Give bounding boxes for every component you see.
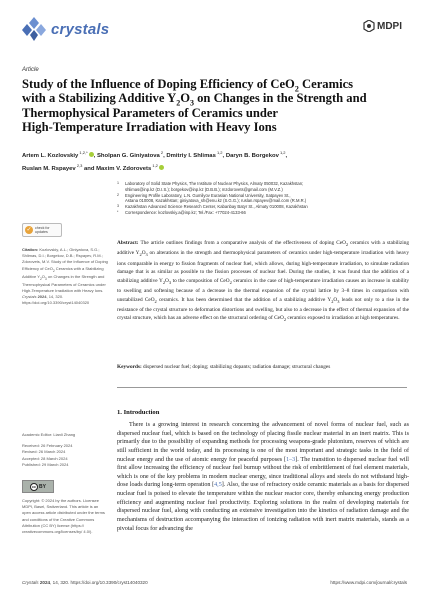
abstract-text: O xyxy=(333,296,338,303)
footer-doi-link[interactable]: , 14, 320. https://doi.org/10.3390/cryst14040320 xyxy=(50,580,148,585)
received-date: Received: 26 February 2024 xyxy=(22,443,73,449)
affiliation-text: Astana 010008, Kazakhstan; giniyatova_sh@enu.kz (S.G.G.); ruslan.rspayev@mail.com (R.M.R.) xyxy=(125,198,307,204)
abstract-text: ceramics. It has been determined that the addition of a stabilizing additive Y xyxy=(156,296,332,303)
footer-journal: Crystals xyxy=(22,580,39,585)
abstract-text: O xyxy=(165,277,169,284)
citation-subscript: 2 xyxy=(52,268,55,273)
cc-license-badge[interactable] xyxy=(22,480,54,493)
author-name[interactable]: Ruslan M. Rspayev xyxy=(22,165,76,172)
cc-label: BY xyxy=(39,483,46,490)
affiliation-number: 3 xyxy=(117,204,119,209)
abstract-text: on alterations in the strength and thermophysical parameters of ceramics under high-temperature irradiation with heavy ions comparable in energy to fission fragments of nuclear fuel, which allows, during high-temperature irradiation, to simulate radiation damage that is as similar as possible to the fission processes of nuclear fuel. During the studies, it was found that the addition of a stabilizing additive Y xyxy=(117,250,409,284)
body-text: ]. Also, the use of refractory oxide ceramic materials as a basis for dispersed nuclear fuel is poised to elevate the temperature within the nuclear reactor core, thereby enhancing energy production efficiency and augmenting nuclear fuel productivity. Exploring solutions in the realm of developing materials for dispersed nuclear fuel, along with conducting an extensive investigation into the kinetics of radiation damage and the mechanisms of destruction accompanying the interaction of ionizing radiation with inert matrix materials, stands as a pivotal focus for advancing the xyxy=(117,482,409,532)
author-name[interactable]: Dmitriy I. Shlimas xyxy=(166,152,216,159)
crystal-icon xyxy=(22,16,46,42)
check-label: updates xyxy=(35,230,48,234)
footer-year: 2024 xyxy=(39,580,51,585)
copyright-block: Copyright: © 2024 by the authors. Licensee MDPI, Basel, Switzerland. This article is an open access article distributed under the terms and conditions of the Creative Commons Attribution (CC BY) license (https:// creativecommons.org/licenses/by/ 4.0/). xyxy=(22,498,105,535)
affiliation-text: Laboratory of Solid State Physics, The Institute of Nuclear Physics, Almaty 050032, Kazakhstan; xyxy=(125,181,304,186)
citation-doi-link[interactable]: , 14, 320. https://doi.org/10.3390/cryst14040320 xyxy=(22,294,90,306)
author-separator: , xyxy=(222,152,226,159)
author-affiliation-sup: 2 xyxy=(159,150,164,155)
abstract-subscript: 3 xyxy=(337,298,340,304)
title-subscript: 2 xyxy=(176,98,181,108)
abstract-subscript: 2 xyxy=(139,252,142,258)
abstract-subscript: 2 xyxy=(162,279,166,285)
journal-logo[interactable] xyxy=(22,16,109,42)
affiliation-list xyxy=(117,181,407,216)
title-text: High-Temperature Irradiation with Heavy Ions xyxy=(22,120,277,135)
title-text: with a Stabilizing Additive Y xyxy=(22,91,177,106)
author-name[interactable]: Maxim V. Zdorovets xyxy=(96,165,152,172)
author-affiliation-sup: 1,2 xyxy=(278,150,286,155)
author-affiliation-sup: 1,2 xyxy=(215,150,223,155)
footer-journal-link[interactable]: https://www.mdpi.com/journal/crystals xyxy=(330,580,407,585)
abstract-text: leads not only to a rise in the resistance of the crystal structure to deformation distortions and swelling, but also to a decrease in the effect of thermal expansion of the crystal structure, which has an adverse effect on the structural ordering of CeO xyxy=(117,296,409,322)
author-line xyxy=(22,161,402,174)
citation-subscript: 2 xyxy=(39,276,42,281)
accepted-date: Accepted: 28 March 2024 xyxy=(22,455,68,461)
body-paragraph xyxy=(117,421,409,533)
citation-subscript: 3 xyxy=(44,276,47,281)
affiliation-text: Engineering Profile Laboratory, L.N. Gumilyov Eurasian National University, Satpayev St., xyxy=(125,192,291,198)
abstract-text: ceramics with a stabilizing additive Y xyxy=(117,240,410,257)
author-affiliation-sup: 1,2 xyxy=(151,162,158,168)
keywords xyxy=(117,364,409,371)
divider xyxy=(117,387,407,388)
title-text: O xyxy=(180,91,190,106)
citation-link[interactable]: 4,5 xyxy=(214,482,222,489)
abstract-subscript: 2 xyxy=(345,242,349,248)
citation-text: on Changes in the Strength and Thermophysical Parameters of Ceramics under High-Temperature Irradiation with Heavy Ions. xyxy=(22,273,106,293)
page-footer xyxy=(22,580,407,585)
abstract-label: Abstract: xyxy=(117,240,139,246)
publisher-name: MDPI xyxy=(377,20,402,32)
abstract xyxy=(117,239,409,325)
citation-block xyxy=(22,247,108,306)
revised-date: Revised: 26 March 2024 xyxy=(22,449,66,455)
author-line xyxy=(22,148,402,161)
abstract-subscript: 2 xyxy=(331,298,334,304)
check-label: check for xyxy=(35,226,50,230)
affiliation-text: Kazakhstan Advanced Science Research Center, Kabanbay Batyr St., Almaty 010008, Kazakhstan xyxy=(125,204,308,210)
article-type: Article xyxy=(22,67,39,73)
author-separator: , xyxy=(285,152,288,159)
abstract-subscript: 2 xyxy=(283,317,287,323)
abstract-text: ceramics in the case of high-temperature irradiation causes an increase in stability to swelling and softening because of a decrease in the thermal expansion of the crystal lattice by 3–8 times in comparison with unstabilized CeO xyxy=(117,277,410,303)
title-text: on Changes in the Strength and xyxy=(193,91,367,106)
affiliation-number: 1 xyxy=(117,181,119,185)
citation-text: Kozlovskiy, A.L.; Giniyatova, S.G.; Shlimas, D.I.; Borgekov, D.B.; Rspayev, R.M.; Zdorovets, M.V. Study of the Influence of Doping Efficiency of CeO xyxy=(22,247,108,271)
affiliation-text: shlimas@inp.kz (D.I.S.); borgekov@inp.kz (D.B.B.); mzdorovets@gmail.com (M.V.Z.) xyxy=(125,186,283,192)
abstract-text: O xyxy=(141,250,146,257)
author-name[interactable]: Sholpan G. Giniyatova xyxy=(96,152,160,159)
abstract-subscript: 3 xyxy=(145,252,148,258)
journal-name: crystals xyxy=(51,20,110,38)
abstract-subscript: 2 xyxy=(229,279,232,285)
affiliation-number: 2 xyxy=(117,192,119,197)
citation-link[interactable]: 1–3 xyxy=(286,456,296,463)
citation-year: 2024 xyxy=(36,294,47,300)
author-separator: , xyxy=(163,152,167,159)
affiliation-item xyxy=(117,210,407,216)
author-list xyxy=(22,148,402,174)
author-name[interactable]: Artem L. Kozlovskiy xyxy=(22,152,79,159)
citation-label: Citation: xyxy=(22,247,39,252)
body-text: There is a growing interest in research concerning the advancement of novel forms of nuclear fuel, such as dispersed nuclear fuel, which is based on the technology of placing fissile nuclear material in an inert matrix. This is primarily due to the possibility of expanding methods for processing weapons-grade plutonium, reserves of which are still sufficient in the world today, and its processing is one of the most important and strategic tasks in the field of nuclear energy and the use of atomic energy for peaceful purposes [ xyxy=(117,422,409,463)
published-date: Published: 29 March 2024 xyxy=(22,461,69,467)
abstract-text: The article outlines findings from a comparative analysis of the effectiveness of doping CeO xyxy=(138,240,346,246)
check-icon: ✓ xyxy=(26,226,32,233)
keywords-label: Keywords: xyxy=(117,364,142,370)
body-text: ]. The transition to dispersed nuclear fuel will first allow increasing the efficiency of nuclear fuel burnup without the risk of embrittlement of fuel element materials, which is one of the key problems in modern nuclear energy, since traditional alloys and steels do not withstand high-dose loads during long-term operation [ xyxy=(117,456,409,489)
author-affiliation-sup: 1,2,* xyxy=(78,150,88,155)
article-title xyxy=(22,77,406,135)
author-affiliation-sup: 2,3 xyxy=(75,162,83,168)
academic-editor: Academic Editor: Lianli Zhang xyxy=(22,432,76,437)
check-for-updates-button[interactable] xyxy=(22,223,62,237)
publisher-logo[interactable] xyxy=(363,20,402,32)
author-separator: and xyxy=(82,165,97,172)
section-heading: 1. Introduction xyxy=(117,409,160,416)
abstract-text: to the composition of CeO xyxy=(171,277,230,284)
title-text: Study of the Influence of Doping Efficiency of CeO xyxy=(22,77,295,91)
abstract-subscript: 2 xyxy=(154,298,157,304)
abstract-subscript: 3 xyxy=(168,279,172,285)
abstract-text: ceramics exposed to irradiation at high temperatures. xyxy=(286,315,400,322)
citation-text: O xyxy=(41,273,45,279)
title-subscript: 3 xyxy=(189,98,194,108)
citation-text: Ceramics with a Stabilizing Additive Y xyxy=(22,265,104,279)
citation-journal: Crystals xyxy=(22,294,37,300)
orcid-icon[interactable] xyxy=(159,165,164,170)
affiliation-number: * xyxy=(117,209,119,214)
title-text: Thermophysical Parameters of Ceramics under xyxy=(22,105,279,120)
mdpi-icon xyxy=(363,20,375,32)
keywords-text: dispersed nuclear fuel; doping; stabilizing dopants; radiation damage; structural changes xyxy=(141,364,331,370)
dates-block xyxy=(22,432,108,468)
title-text: Ceramics xyxy=(298,77,354,91)
title-subscript: 2 xyxy=(294,84,299,94)
affiliation-text: Correspondence: kozlovskiy.a@inp.kz; Tel./Fax: +77024-4133-66 xyxy=(125,209,246,215)
author-separator: , xyxy=(93,152,97,159)
author-name[interactable]: Daryn B. Borgekov xyxy=(225,152,279,159)
cc-icon: cc xyxy=(32,484,37,489)
